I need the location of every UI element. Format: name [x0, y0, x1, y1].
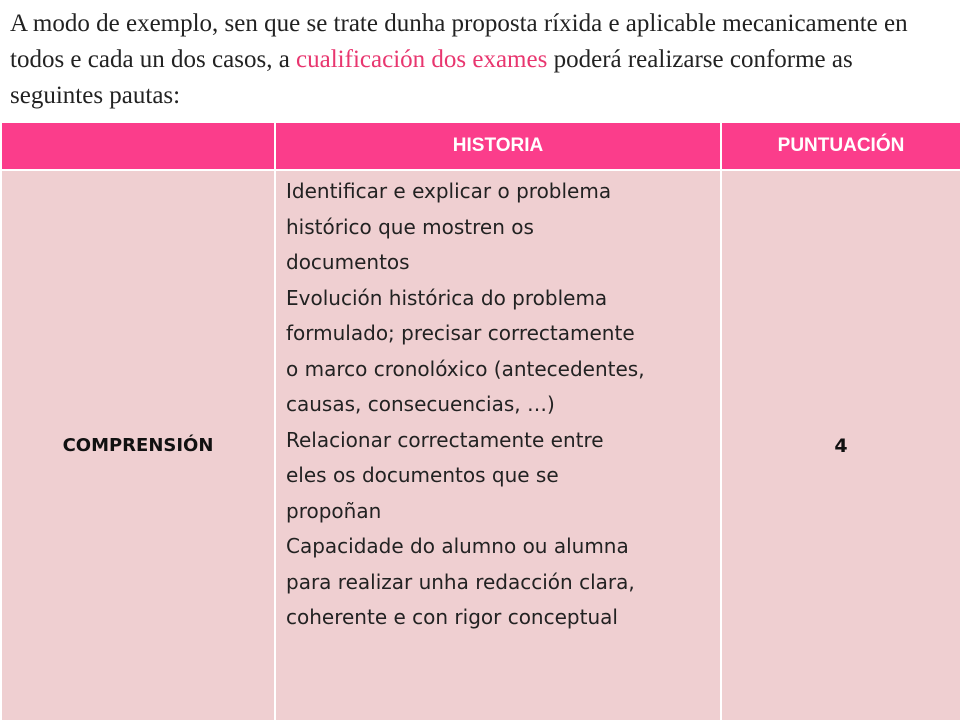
header-historia: HISTORIA	[275, 123, 721, 171]
description-line: causas, consecuencias, …)	[286, 392, 555, 416]
intro-highlight-link[interactable]: cualificación dos exames	[296, 46, 548, 73]
description-line: coherente e con rigor conceptual	[286, 605, 618, 629]
intro-paragraph	[10, 6, 950, 114]
score-cell: 4	[721, 170, 960, 720]
criterion-cell: COMPRENSIÓN	[1, 170, 275, 720]
description-line: eles os documentos que se	[286, 463, 559, 487]
description-line: formulado; precisar correctamente	[286, 321, 635, 345]
description-cell	[275, 170, 721, 720]
table-row	[1, 170, 960, 720]
description-line: Evolución histórica do problema	[286, 285, 608, 310]
intro-text-end: poderá realizarse conforme as seguintes pautas:	[10, 46, 853, 109]
header-empty-cell	[1, 123, 275, 171]
description-line: Relacionar correctamente entre	[286, 427, 604, 452]
description-line: Capacidade do alumno ou alumna	[286, 534, 629, 558]
table-header-row	[1, 123, 960, 171]
header-puntuacion: PUNTUACIÓN	[721, 123, 960, 171]
description-line: histórico que mostren os	[286, 214, 534, 239]
description-line: o marco cronolóxico (antecedentes,	[286, 356, 645, 381]
description-line: documentos	[286, 250, 410, 274]
description-line: Identificar e explicar o problema	[286, 179, 612, 203]
grading-table	[0, 122, 960, 720]
intro-text-start: A modo de exemplo, sen que se trate dunha proposta ríxida e aplicable mecanicamente en todos e cada un dos casos, a	[10, 10, 908, 73]
description-line: para realizar unha redacción clara,	[286, 569, 635, 594]
description-line: propoñan	[286, 498, 382, 523]
